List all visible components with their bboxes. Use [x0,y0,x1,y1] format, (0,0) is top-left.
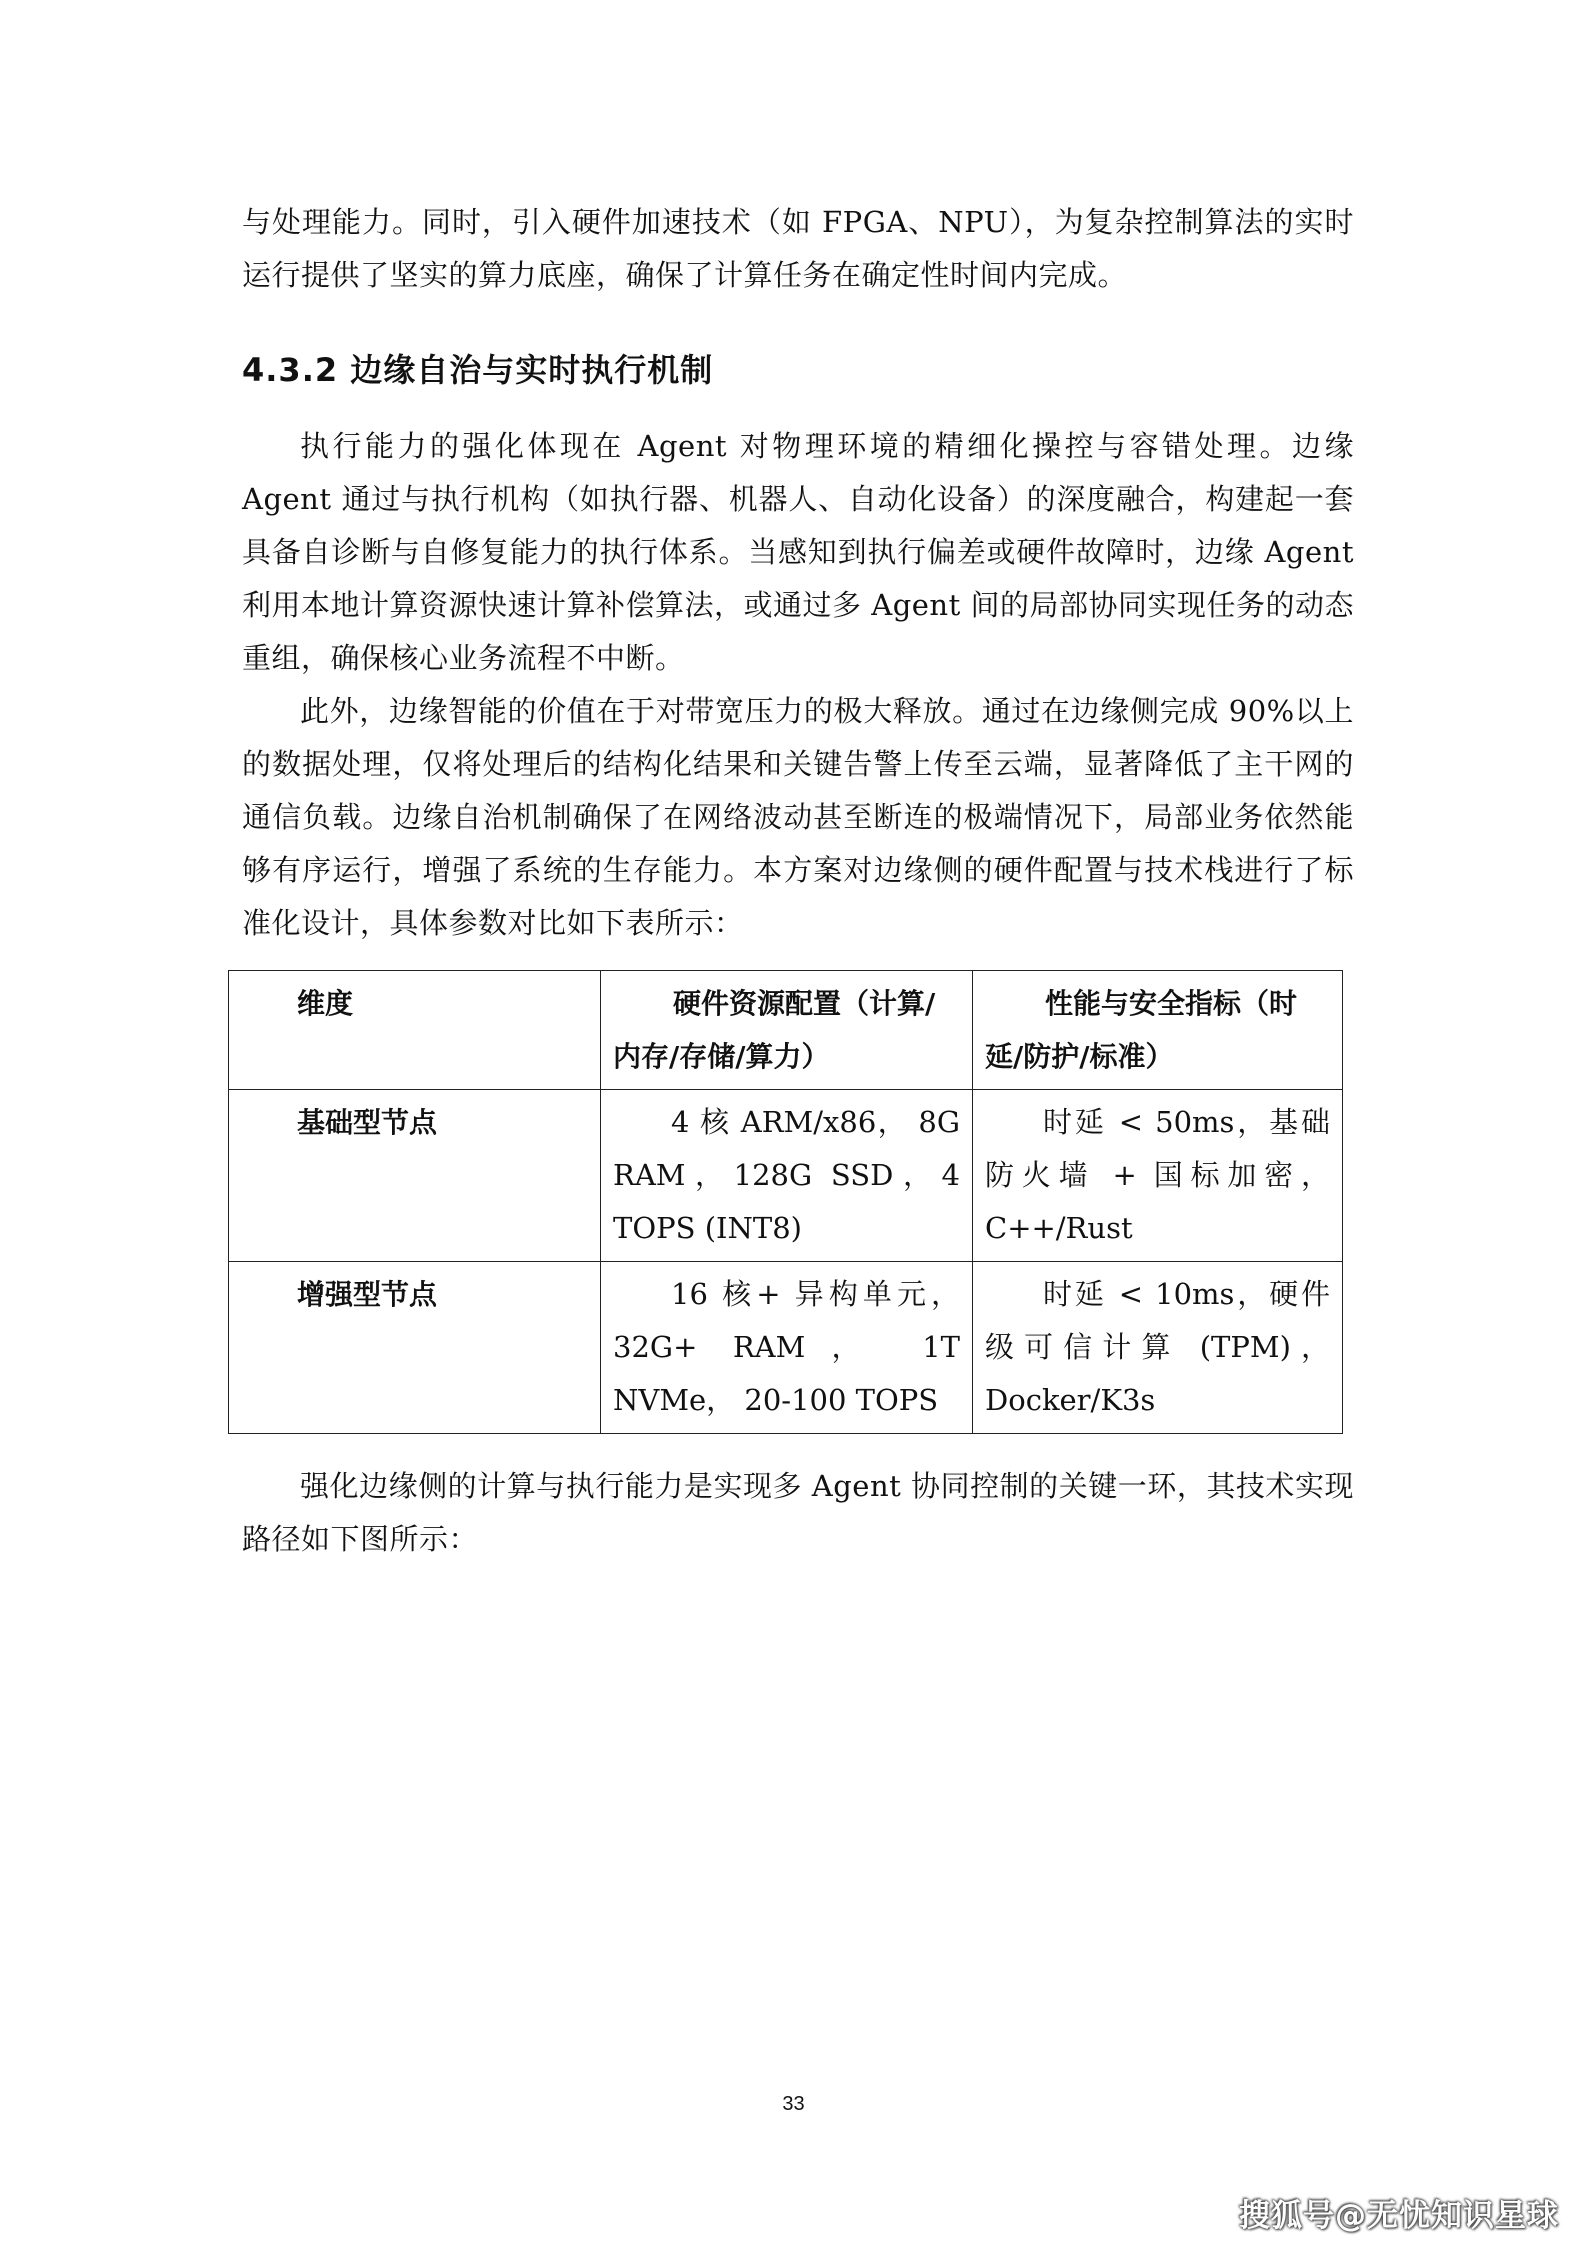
body-paragraph-2: 此外，边缘智能的价值在于对带宽压力的极大释放。通过在边缘侧完成 90%以上的数据处理，仅将处理后的结构化结果和关键告警上传至云端，显著降低了主干网的通信负载。边缘自治机制确保了在网络波动甚至断连的极端情况下，局部业务依然能够有序运行，增强了系统的生存能力。本方案对边缘侧的硬件配置与技术栈进行了标准化设计，具体参数对比如下表所示： [242,694,1354,940]
table-row [229,1090,1343,1262]
table-header-row [229,971,1343,1090]
table-row-label: 增强型节点 [229,1262,601,1434]
table-row-label: 基础型节点 [229,1090,601,1262]
intro-paragraph: 与处理能力。同时，引入硬件加速技术（如 FPGA、NPU），为复杂控制算法的实时运行提供了坚实的算力底座，确保了计算任务在确定性时间内完成。 [242,205,1354,292]
table-cell-hardware: 4 核 ARM/x86， 8G RAM，128G SSD，4 TOPS (INT8) [601,1090,973,1262]
watermark: 搜狐号@无忧知识星球 [1239,2198,1559,2234]
section-heading: 4.3.2 边缘自治与实时执行机制 [242,351,714,389]
page-number: 33 [782,2093,805,2115]
main-content [242,196,1354,950]
table-row [229,1262,1343,1434]
table-header-cell: 维度 [229,971,601,1090]
body-paragraph-1: 执行能力的强化体现在 Agent 对物理环境的精细化操控与容错处理。边缘 Agent 通过与执行机构（如执行器、机器人、自动化设备）的深度融合，构建起一套具备自诊断与自修复能力的执行体系。当感知到执行偏差或硬件故障时，边缘 Agent 利用本地计算资源快速计算补偿算法，或通过多 Agent 间的局部协同实现任务的动态重组，确保核心业务流程不中断。 [242,429,1354,675]
table-cell-hardware: 16 核+ 异构单元，32G+ RAM， 1T NVMe， 20-100 TOPS [601,1262,973,1434]
table-header-cell: 硬件资源配置（计算/内存/存储/算力） [601,971,973,1090]
table-cell-performance: 时延 < 50ms，基础防火墙 + 国标加密，C++/Rust [973,1090,1343,1262]
table-cell-performance: 时延 < 10ms，硬件级可信计算 (TPM)，Docker/K3s [973,1262,1343,1434]
spec-table [228,970,1343,1434]
body-paragraph-3: 强化边缘侧的计算与执行能力是实现多 Agent 协同控制的关键一环，其技术实现路径如下图所示： [242,1469,1354,1556]
after-table-content [242,1460,1354,1566]
table-header-cell: 性能与安全指标（时延/防护/标准） [973,971,1343,1090]
